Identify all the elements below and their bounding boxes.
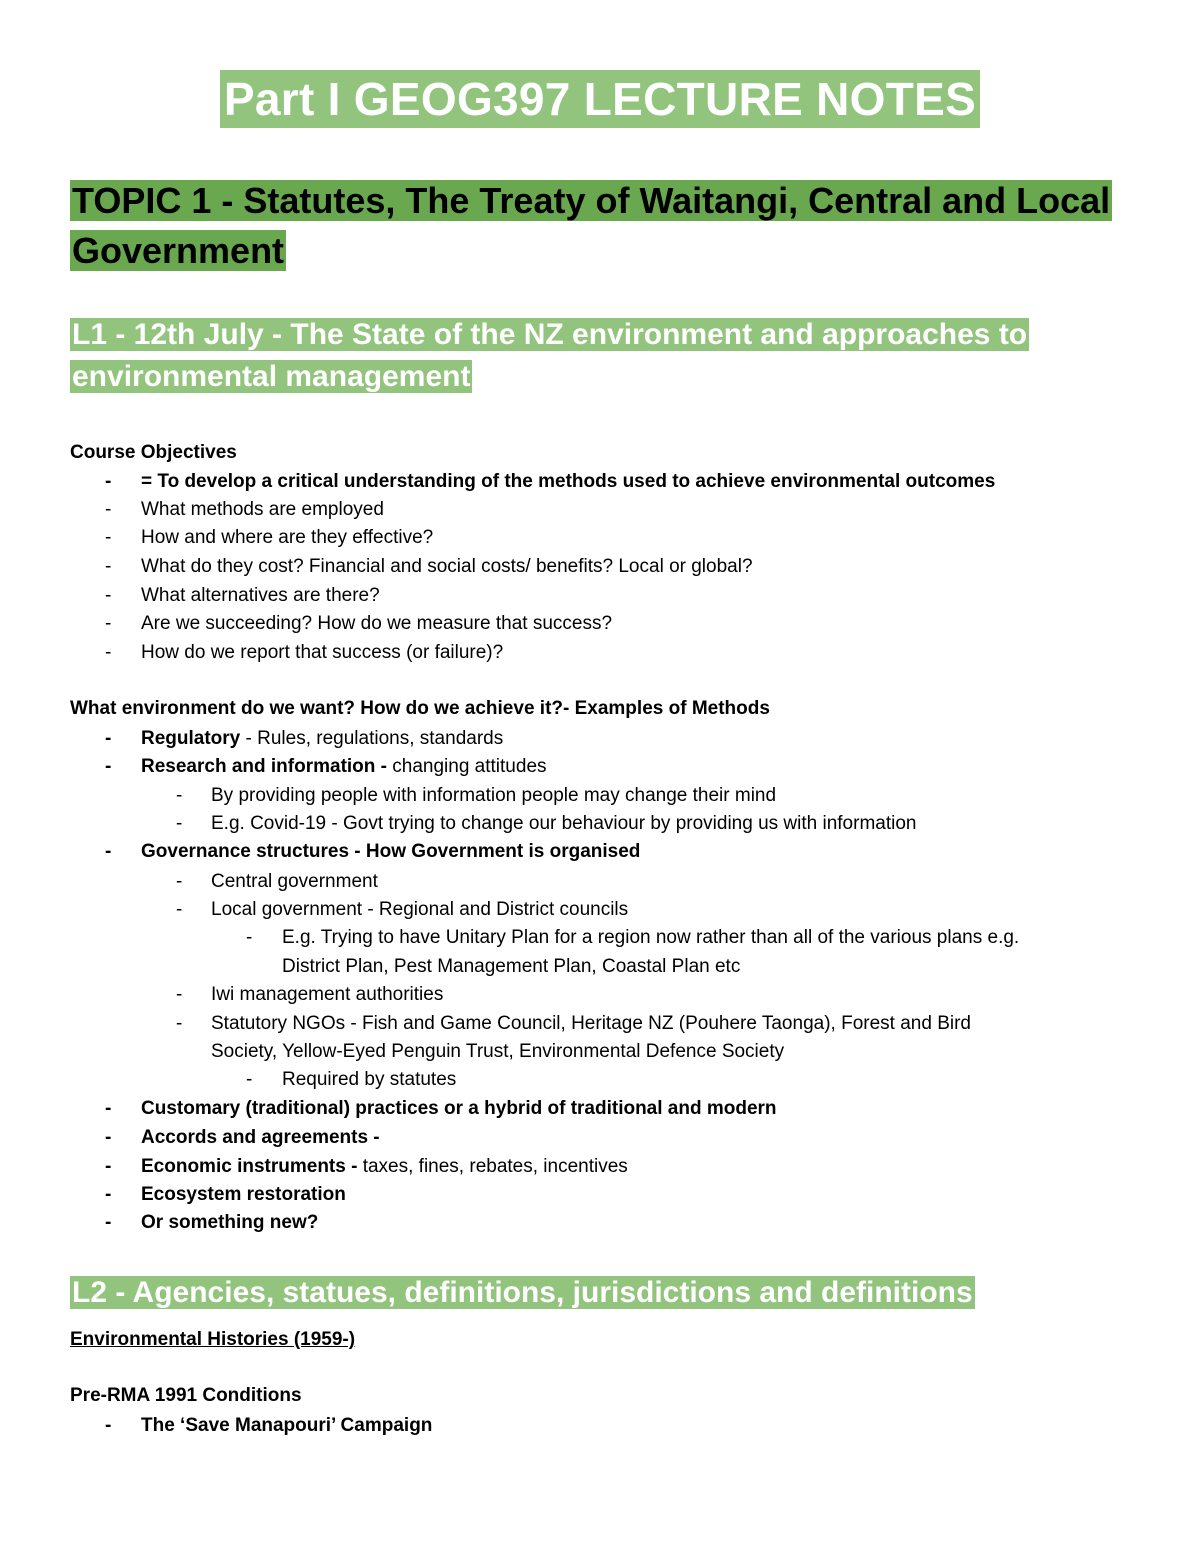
method-research-rest: changing attitudes	[392, 756, 547, 777]
lecture2-heading: L2 - Agencies, statues, definitions, jurisdictions and definitions	[72, 1276, 973, 1309]
bullet-dash: -	[176, 871, 183, 892]
objective-item: What do they cost? Financial and social costs/ benefits? Local or global?	[141, 556, 753, 577]
method-governance: Governance structures - How Government is organised	[141, 841, 641, 862]
objective-item: Are we succeeding? How do we measure that success?	[141, 613, 613, 634]
methods-heading: What environment do we want? How do we achieve it?- Examples of Methods	[70, 698, 770, 719]
method-regulatory-bold: Regulatory	[141, 728, 241, 749]
bullet-dash: -	[105, 1156, 112, 1177]
lecture2-heading-block	[70, 1272, 1140, 1314]
bullet-dash: -	[105, 1212, 112, 1233]
bullet-dash: -	[105, 613, 112, 634]
env-histories-heading: Environmental Histories (1959-)	[70, 1329, 356, 1350]
lecture1-heading-block	[70, 314, 1140, 398]
governance-sub-item: Local government - Regional and District councils	[211, 899, 629, 920]
governance-sub-sub-item-cont: District Plan, Pest Management Plan, Coastal Plan etc	[282, 956, 741, 977]
bullet-dash: -	[176, 984, 183, 1005]
pre-rma-heading: Pre-RMA 1991 Conditions	[70, 1385, 302, 1406]
method-accords: Accords and agreements -	[141, 1127, 380, 1148]
research-sub-item: By providing people with information people may change their mind	[211, 785, 777, 806]
governance-sub-item-cont: Society, Yellow-Eyed Penguin Trust, Environmental Defence Society	[211, 1041, 785, 1062]
method-economic-bold: Economic instruments -	[141, 1156, 363, 1177]
bullet-dash: -	[105, 499, 112, 520]
topic-heading: TOPIC 1 - Statutes, The Treaty of Waitangi, Central and Local Government	[72, 180, 1111, 271]
bullet-dash: -	[176, 1013, 183, 1034]
governance-sub-item: Central government	[211, 871, 378, 892]
objective-item: What methods are employed	[141, 499, 384, 520]
title-container	[0, 70, 1200, 128]
objective-item: How and where are they effective?	[141, 527, 434, 548]
bullet-dash: -	[105, 642, 112, 663]
research-sub-item: E.g. Covid-19 - Govt trying to change our behaviour by providing us with information	[211, 813, 917, 834]
bullet-dash: -	[246, 1069, 253, 1090]
method-regulatory	[141, 727, 503, 751]
governance-sub-item: Iwi management authorities	[211, 984, 444, 1005]
bullet-dash: -	[105, 527, 112, 548]
bullet-dash: -	[105, 585, 112, 606]
method-customary: Customary (traditional) practices or a hybrid of traditional and modern	[141, 1098, 777, 1119]
method-regulatory-rest: - Rules, regulations, standards	[240, 728, 504, 749]
bullet-dash: -	[105, 756, 112, 777]
governance-sub-item: Statutory NGOs - Fish and Game Council, Heritage NZ (Pouhere Taonga), Forest and Bird	[211, 1013, 971, 1034]
bullet-dash: -	[176, 785, 183, 806]
bullet-dash: -	[176, 899, 183, 920]
bullet-dash: -	[105, 556, 112, 577]
document-title: Part I GEOG397 LECTURE NOTES	[220, 70, 980, 128]
topic-heading-block	[70, 176, 1130, 276]
method-economic-rest: taxes, fines, rebates, incentives	[362, 1156, 628, 1177]
bullet-dash: -	[105, 471, 112, 492]
course-objectives-label: Course Objectives	[70, 442, 237, 463]
method-something-new: Or something new?	[141, 1212, 319, 1233]
method-economic	[141, 1155, 628, 1179]
bullet-dash: -	[246, 927, 253, 948]
method-research	[141, 755, 547, 779]
bullet-dash: -	[105, 1415, 112, 1436]
bullet-dash: -	[105, 841, 112, 862]
method-ecosystem: Ecosystem restoration	[141, 1184, 346, 1205]
bullet-dash: -	[105, 1098, 112, 1119]
lecture1-heading: L1 - 12th July - The State of the NZ environment and approaches to environmental management	[72, 318, 1028, 393]
objective-item: What alternatives are there?	[141, 585, 380, 606]
governance-sub-sub-item: E.g. Trying to have Unitary Plan for a region now rather than all of the various plans e.g.	[282, 927, 1020, 948]
bullet-dash: -	[105, 1184, 112, 1205]
bullet-dash: -	[176, 813, 183, 834]
objective-item: = To develop a critical understanding of the methods used to achieve environmental outcomes	[141, 471, 996, 492]
governance-sub-sub-item: Required by statutes	[282, 1069, 457, 1090]
bullet-dash: -	[105, 728, 112, 749]
objective-item: How do we report that success (or failure)?	[141, 642, 504, 663]
method-research-bold: Research and information -	[141, 756, 393, 777]
bullet-dash: -	[105, 1127, 112, 1148]
pre-rma-item: The ‘Save Manapouri’ Campaign	[141, 1415, 433, 1436]
